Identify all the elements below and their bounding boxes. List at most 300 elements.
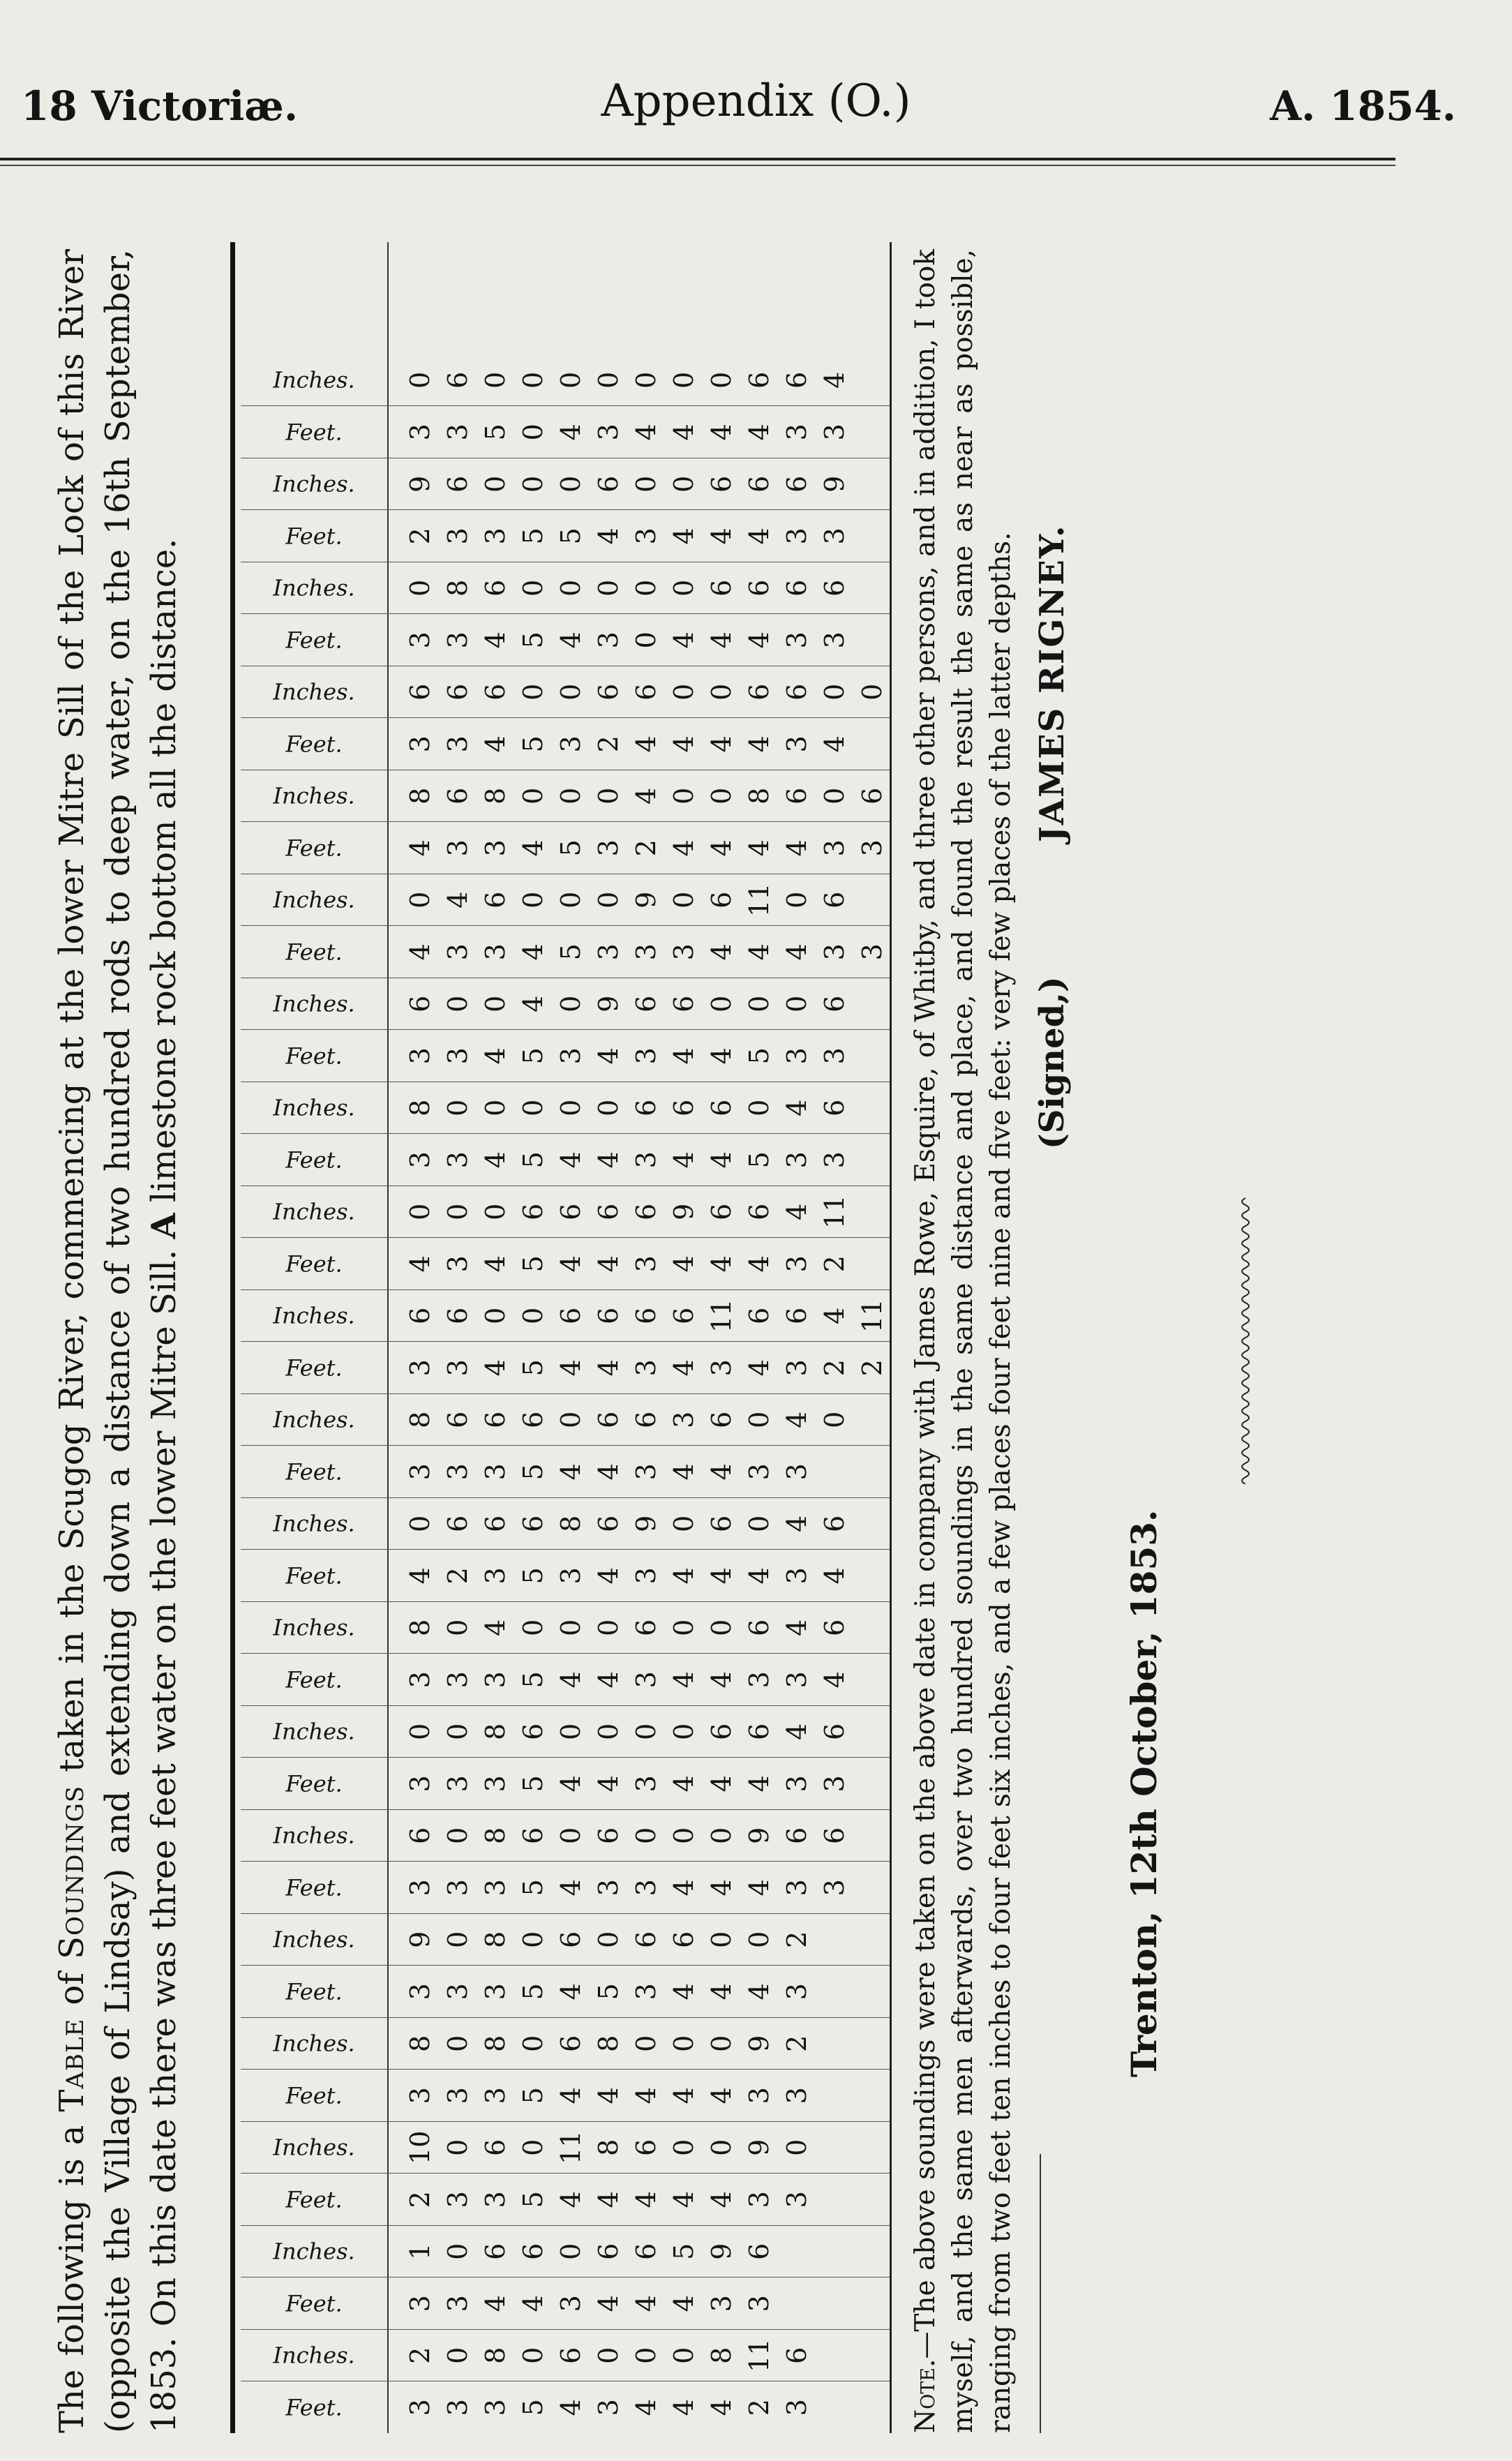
table-cell: 4 (706, 1567, 737, 1585)
table-cell: 8 (442, 579, 473, 597)
table-cell: 6 (744, 1619, 774, 1636)
table-cell: 3 (405, 424, 435, 441)
table-cell: 3 (631, 1463, 661, 1481)
table-cell: 4 (781, 1619, 812, 1636)
table-cell: 4 (555, 631, 586, 649)
column-header-label: Inches. (273, 1198, 355, 1225)
table-cell: 4 (518, 839, 548, 857)
table-cell: 0 (706, 683, 737, 701)
table-cell: 3 (744, 1463, 774, 1481)
table-cell: 0 (706, 1619, 737, 1636)
table-cell: 9 (405, 1931, 435, 1948)
table-cell: 0 (555, 475, 586, 493)
table-cell: 4 (706, 1671, 737, 1689)
table-cell: 3 (593, 2399, 624, 2416)
table-cell: 0 (819, 683, 850, 701)
column-header-label: Feet. (285, 1978, 343, 2005)
table-cell: 0 (631, 371, 661, 389)
table-cell: 0 (555, 579, 586, 597)
table-cell: 3 (405, 1463, 435, 1481)
column-header-label: Inches. (273, 1614, 355, 1641)
table-cell: 3 (442, 1879, 473, 1897)
table-cell: 0 (518, 1931, 548, 1948)
table-cell: 3 (781, 1671, 812, 1689)
table-cell: 6 (480, 2139, 511, 2156)
table-cell: 6 (480, 683, 511, 701)
table-cell: 2 (857, 1359, 888, 1377)
column-header-label: Inches. (273, 990, 355, 1017)
table-cell: 5 (555, 528, 586, 545)
table-cell: 5 (518, 1359, 548, 1377)
table-cell: 0 (668, 683, 699, 701)
table-cell: 6 (706, 1515, 737, 1532)
table-cell: 5 (518, 2087, 548, 2104)
table-cell: 4 (555, 424, 586, 441)
table-cell: 6 (819, 995, 850, 1012)
table-cell: 4 (706, 1879, 737, 1897)
table-cell: 0 (442, 2347, 473, 2364)
table-cell: 0 (593, 2347, 624, 2364)
table-cell: 3 (781, 1255, 812, 1273)
table-cell: 6 (518, 1515, 548, 1532)
table-cell: 3 (442, 943, 473, 961)
table-cell: 6 (819, 1619, 850, 1636)
table-cell: 3 (480, 2087, 511, 2104)
table-cell: 0 (518, 787, 548, 805)
table-cell: 3 (442, 1359, 473, 1377)
table-cell: 0 (631, 579, 661, 597)
table-cell: 4 (593, 2191, 624, 2208)
intro-text-3: taken in the Scugog River, commencing at the lower Mitre Sill of the Lock of this River (opposite the Village of Lindsay) and extending down a distance of two hundred rods to deep water, on the 16th September, 1853. On this date there was three feet water on the lower Mitre Sill. (52, 248, 184, 2433)
table-top-rule (230, 242, 235, 2433)
column-header (241, 1342, 387, 1393)
table-cell: 3 (819, 1775, 850, 1793)
column-feet-17 (241, 718, 891, 770)
column-header (241, 1031, 387, 1082)
column-inches-12 (241, 1185, 891, 1238)
column-feet-14 (241, 1030, 891, 1082)
table-cell: 4 (631, 2295, 661, 2312)
table-cell: 4 (744, 1359, 774, 1377)
table-cell: 6 (781, 1307, 812, 1324)
table-cell: 0 (668, 1619, 699, 1636)
table-cell: 4 (593, 1255, 624, 1273)
table-cell: 0 (555, 371, 586, 389)
table-cell: 6 (593, 1411, 624, 1428)
table-cell: 6 (593, 475, 624, 493)
column-header (241, 354, 387, 405)
table-cell: 4 (555, 1151, 586, 1169)
table-cell: 3 (819, 943, 850, 961)
table-cell: 6 (819, 891, 850, 908)
column-inches-14 (241, 978, 891, 1030)
table-cell: 0 (518, 1619, 548, 1636)
table-cell: 6 (744, 475, 774, 493)
table-cell: 5 (555, 839, 586, 857)
table-cell: 6 (555, 1931, 586, 1948)
table-cell: 3 (405, 1983, 435, 2000)
table-cell: 4 (744, 1567, 774, 1585)
column-header-label: Inches. (273, 1718, 355, 1745)
table-cell: 8 (480, 1827, 511, 1844)
table-cell: 3 (405, 2295, 435, 2312)
table-cell: 4 (744, 1775, 774, 1793)
table-cell: 4 (631, 2191, 661, 2208)
table-cell: 4 (593, 1567, 624, 1585)
table-cell: 3 (593, 424, 624, 441)
table-cell: 0 (668, 371, 699, 389)
table-cell: 0 (593, 1723, 624, 1740)
table-cell: 6 (631, 995, 661, 1012)
column-header-label: Feet. (285, 2394, 343, 2421)
table-cell: 5 (518, 528, 548, 545)
table-cell: 4 (781, 1099, 812, 1116)
table-cell: 3 (631, 1047, 661, 1065)
table-cell: 6 (518, 1827, 548, 1844)
table-cell: 4 (593, 2087, 624, 2104)
table-cell: 3 (819, 424, 850, 441)
table-cell: 0 (405, 1203, 435, 1220)
table-cell: 0 (518, 683, 548, 701)
table-cell: 4 (744, 424, 774, 441)
table-cell: 0 (442, 2243, 473, 2260)
table-cell: 6 (706, 1723, 737, 1740)
table-cell: 0 (480, 1099, 511, 1116)
table-cell: 4 (781, 1203, 812, 1220)
table-cell: 0 (480, 371, 511, 389)
column-header (241, 874, 387, 925)
table-cell: 5 (518, 1983, 548, 2000)
column-header-label: Inches. (273, 366, 355, 394)
column-header-label: Inches. (273, 1094, 355, 1121)
signature-rule (1040, 2154, 1041, 2433)
table-cell: 0 (442, 1619, 473, 1636)
table-cell: 3 (819, 1047, 850, 1065)
table-cell: 4 (555, 2399, 586, 2416)
table-cell: 6 (593, 1827, 624, 1844)
column-header-label: Feet. (285, 1666, 343, 1693)
column-header (241, 615, 387, 666)
column-header-label: Inches. (273, 1302, 355, 1329)
column-header (241, 2122, 387, 2173)
table-cell: 4 (480, 631, 511, 649)
table-cell: 2 (442, 1567, 473, 1585)
table-cell: 0 (518, 2035, 548, 2052)
header-rule-thin (0, 165, 1395, 166)
table-cell: 4 (668, 424, 699, 441)
table-cell: 3 (781, 631, 812, 649)
table-cell: 6 (555, 1203, 586, 1220)
table-cell: 0 (781, 2139, 812, 2156)
column-header (241, 1810, 387, 1861)
table-cell: 0 (744, 1411, 774, 1428)
table-cell: 3 (781, 1775, 812, 1793)
table-cell: 3 (442, 839, 473, 857)
column-feet-10 (241, 1446, 891, 1498)
table-cell: 4 (518, 943, 548, 961)
column-header (241, 2226, 387, 2277)
table-cell: 4 (706, 1047, 737, 1065)
table-cell: 4 (555, 1463, 586, 1481)
column-header (241, 823, 387, 874)
table-cell: 6 (631, 1203, 661, 1220)
column-inches-6 (241, 1809, 891, 1862)
column-header-label: Feet. (285, 835, 343, 862)
table-cell: 0 (706, 2139, 737, 2156)
table-cell: 6 (518, 1411, 548, 1428)
table-cell: 4 (555, 1775, 586, 1793)
table-cell: 6 (706, 1411, 737, 1428)
table-cell: 0 (744, 1099, 774, 1116)
table-cell: 6 (706, 891, 737, 908)
column-feet-18 (241, 614, 891, 666)
table-cell: 1 (405, 2243, 435, 2260)
table-cell: 4 (668, 2087, 699, 2104)
table-cell: 4 (668, 1983, 699, 2000)
table-cell: 2 (405, 2347, 435, 2364)
column-header (241, 1758, 387, 1809)
column-header-label: Feet. (285, 1250, 343, 1278)
table-cell: 0 (442, 1931, 473, 1948)
column-feet-13 (241, 1134, 891, 1186)
table-cell: 4 (593, 528, 624, 545)
table-cell: 3 (631, 1983, 661, 2000)
column-feet-20 (241, 406, 891, 458)
table-cell: 0 (405, 1723, 435, 1740)
table-cell: 0 (555, 891, 586, 908)
table-cell: 3 (405, 1151, 435, 1169)
table-cell: 3 (857, 943, 888, 961)
column-header-label: Inches. (273, 886, 355, 913)
column-inches-19 (241, 458, 891, 510)
column-inches-10 (241, 1393, 891, 1446)
column-header (241, 1394, 387, 1445)
table-cell: 0 (555, 2243, 586, 2260)
table-cell: 4 (668, 1567, 699, 1585)
table-cell: 0 (706, 1827, 737, 1844)
table-cell: 0 (442, 2035, 473, 2052)
table-cell: 0 (518, 1307, 548, 1324)
table-cell: 6 (631, 1411, 661, 1428)
column-header-label: Feet. (285, 1042, 343, 1070)
table-cell: 4 (555, 1671, 586, 1689)
table-cell: 0 (668, 891, 699, 908)
soundings-table (230, 249, 893, 2433)
table-cell: 8 (405, 1411, 435, 1428)
table-cell: 4 (668, 1359, 699, 1377)
table-cell: 4 (631, 2087, 661, 2104)
table-cell: 3 (781, 1047, 812, 1065)
table-cell: 9 (744, 2035, 774, 2052)
column-feet-12 (241, 1238, 891, 1290)
table-cell: 3 (781, 1879, 812, 1897)
table-cell: 2 (819, 1359, 850, 1377)
signed-label: (Signed,) (1033, 976, 1072, 1149)
table-cell: 6 (668, 1931, 699, 1948)
table-cell: 6 (781, 579, 812, 597)
column-inches-15 (241, 874, 891, 926)
table-cell: 3 (442, 1047, 473, 1065)
table-cell: 3 (442, 2295, 473, 2312)
table-cell: 4 (706, 631, 737, 649)
table-cell: 4 (706, 735, 737, 753)
table-cell: 4 (706, 2087, 737, 2104)
table-cell: 0 (706, 787, 737, 805)
table-cell: 3 (781, 1983, 812, 2000)
table-cell: 3 (593, 943, 624, 961)
table-cell: 3 (631, 1567, 661, 1585)
table-cell: 2 (593, 735, 624, 753)
table-cell: 3 (593, 1879, 624, 1897)
table-cell: 4 (668, 1775, 699, 1793)
column-header-label: Feet. (285, 1770, 343, 1797)
table-cell: 3 (781, 2399, 812, 2416)
page-header (0, 0, 1512, 160)
column-header-label: Feet. (285, 627, 343, 654)
table-cell: 3 (781, 735, 812, 753)
table-cell: 6 (819, 1099, 850, 1116)
table-cell: 6 (555, 1307, 586, 1324)
table-cell: 0 (631, 1723, 661, 1740)
table-cell: 6 (706, 1203, 737, 1220)
column-header-label: Feet. (285, 2290, 343, 2317)
table-cell: 3 (555, 1047, 586, 1065)
table-cell: 5 (555, 943, 586, 961)
column-feet-1 (241, 2381, 891, 2434)
table-cell: 4 (593, 2295, 624, 2312)
table-cell: 5 (518, 1255, 548, 1273)
table-cell: 0 (744, 995, 774, 1012)
table-cell: 0 (593, 1931, 624, 1948)
header-year: A. 1854. (1269, 82, 1456, 130)
column-header (241, 2330, 387, 2381)
table-cell: 6 (593, 683, 624, 701)
table-cell: 4 (631, 735, 661, 753)
table-cell: 3 (480, 1983, 511, 2000)
table-cell: 11 (744, 883, 774, 917)
table-cell: 6 (744, 371, 774, 389)
table-cell: 4 (781, 839, 812, 857)
table-cell: 3 (706, 2295, 737, 2312)
column-header (241, 2382, 387, 2433)
intro-text-2: of (52, 1959, 91, 2019)
table-cell: 0 (706, 995, 737, 1012)
table-cell: 3 (442, 1463, 473, 1481)
table-cell: 0 (518, 579, 548, 597)
table-cell: 11 (555, 2130, 586, 2164)
column-header-label: Inches. (273, 1822, 355, 1849)
column-inches-9 (241, 1497, 891, 1550)
table-cell: 0 (518, 2139, 548, 2156)
table-cell: 3 (442, 1255, 473, 1273)
table-cell: 3 (555, 2295, 586, 2312)
table-cell: 0 (480, 995, 511, 1012)
table-cell: 0 (442, 1203, 473, 1220)
table-cell: 4 (480, 1359, 511, 1377)
table-cell: 4 (631, 424, 661, 441)
table-cell: 3 (744, 2295, 774, 2312)
table-cell: 4 (706, 2399, 737, 2416)
column-feet-7 (241, 1758, 891, 1810)
table-cell: 6 (442, 1515, 473, 1532)
table-cell: 8 (405, 1619, 435, 1636)
column-feet-3 (241, 2174, 891, 2226)
table-cell: 2 (819, 1255, 850, 1273)
table-cell: 5 (518, 1047, 548, 1065)
table-cell: 0 (668, 579, 699, 597)
table-cell: 6 (706, 579, 737, 597)
table-cell: 3 (442, 528, 473, 545)
column-inches-1 (241, 2329, 891, 2381)
table-cell: 3 (405, 1879, 435, 1897)
table-cell: 0 (593, 1619, 624, 1636)
table-cell: 3 (744, 2087, 774, 2104)
table-cell: 0 (857, 683, 888, 701)
intro-smallcaps-soundings: Soundings (52, 1785, 91, 1959)
column-header-label: Feet. (285, 731, 343, 758)
column-header (241, 2070, 387, 2121)
table-cell: 4 (744, 1879, 774, 1897)
column-header-label: Inches. (273, 470, 355, 498)
table-cell: 6 (442, 1307, 473, 1324)
table-cell: 4 (668, 735, 699, 753)
table-cell: 0 (555, 787, 586, 805)
column-header (241, 1135, 387, 1185)
table-cell: 6 (405, 683, 435, 701)
table-cell: 6 (781, 475, 812, 493)
column-inches-11 (241, 1289, 891, 1342)
table-cell: 4 (593, 1775, 624, 1793)
table-cell: 0 (555, 995, 586, 1012)
table-cell: 3 (631, 528, 661, 545)
table-cell: 3 (819, 1151, 850, 1169)
table-cell: 3 (405, 1047, 435, 1065)
table-cell: 3 (480, 1463, 511, 1481)
column-inches-4 (241, 2017, 891, 2070)
table-cell: 4 (668, 528, 699, 545)
table-cell: 6 (668, 1307, 699, 1324)
table-cell: 6 (518, 1203, 548, 1220)
column-header (241, 562, 387, 613)
table-cell: 2 (744, 2399, 774, 2416)
table-cell: 0 (555, 1619, 586, 1636)
column-feet-15 (241, 926, 891, 978)
table-cell: 6 (405, 995, 435, 1012)
table-cell: 8 (480, 1723, 511, 1740)
table-cell: 4 (405, 943, 435, 961)
column-header (241, 407, 387, 458)
table-cell: 6 (480, 1515, 511, 1532)
table-cell: 0 (668, 1723, 699, 1740)
table-cell: 0 (405, 891, 435, 908)
table-cell: 4 (555, 1879, 586, 1897)
table-cell: 3 (857, 839, 888, 857)
table-cell: 4 (518, 2295, 548, 2312)
column-header (241, 770, 387, 821)
table-cell: 4 (781, 943, 812, 961)
table-cell: 3 (781, 424, 812, 441)
table-cell: 3 (781, 1567, 812, 1585)
table-cell: 2 (781, 2035, 812, 2052)
table-cell: 3 (405, 631, 435, 649)
column-header-label: Feet. (285, 2186, 343, 2213)
column-inches-3 (241, 2121, 891, 2174)
table-cell: 3 (593, 631, 624, 649)
table-cell: 0 (668, 475, 699, 493)
table-cell: 9 (668, 1203, 699, 1220)
table-cell: 4 (480, 735, 511, 753)
table-cell: 4 (668, 1255, 699, 1273)
